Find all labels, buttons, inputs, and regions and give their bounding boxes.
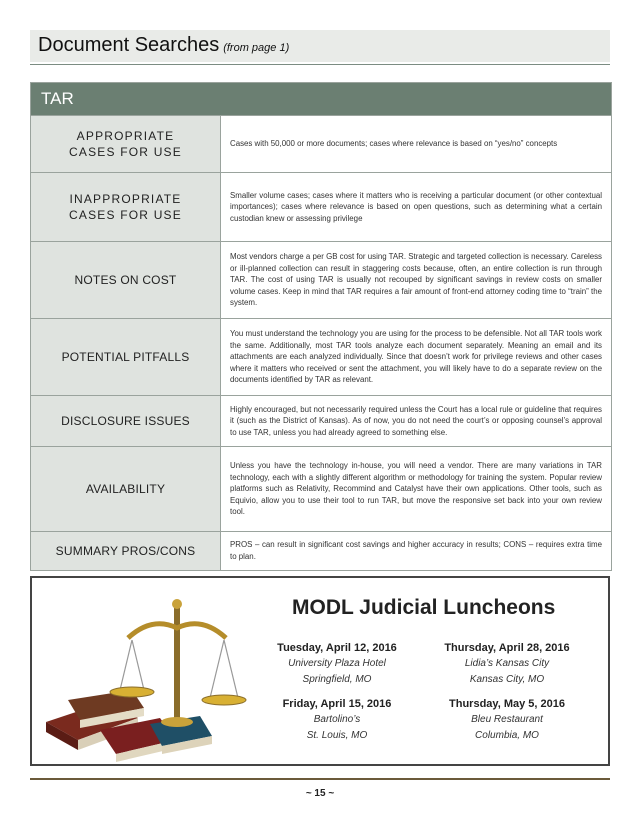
page-subtitle: (from page 1) bbox=[223, 42, 290, 54]
event-date: Friday, April 15, 2016 bbox=[282, 698, 392, 710]
row-label-inappropriate: INAPPROPRIATE CASES FOR USE bbox=[31, 173, 221, 241]
table-row bbox=[31, 446, 611, 531]
table-row bbox=[31, 172, 611, 241]
event-date: Thursday, May 5, 2016 bbox=[449, 698, 565, 710]
event-city: Springfield, MO bbox=[302, 674, 372, 685]
event-venue: Lidia’s Kansas City bbox=[464, 658, 550, 669]
table-title: TAR bbox=[31, 83, 611, 115]
event-venue: University Plaza Hotel bbox=[288, 658, 386, 669]
event-item bbox=[252, 696, 422, 744]
page-title: Document Searches (from page 1) bbox=[38, 34, 290, 56]
tar-table bbox=[30, 82, 612, 571]
event-item bbox=[252, 640, 422, 688]
event-venue: Bleu Restaurant bbox=[471, 714, 543, 725]
event-date: Tuesday, April 12, 2016 bbox=[277, 642, 397, 654]
row-label-appropriate: APPROPRIATE CASES FOR USE bbox=[31, 116, 221, 172]
page-number: ~ 15 ~ bbox=[305, 788, 335, 799]
table-row bbox=[31, 241, 611, 318]
event-city: Columbia, MO bbox=[475, 730, 539, 741]
event-item bbox=[422, 696, 592, 744]
event-venue: Bartolino’s bbox=[313, 714, 361, 725]
footer-divider bbox=[30, 778, 610, 780]
row-label-summary: SUMMARY PROS/CONS bbox=[31, 532, 221, 570]
page-header bbox=[30, 30, 610, 62]
event-date: Thursday, April 28, 2016 bbox=[444, 642, 570, 654]
table-row bbox=[31, 531, 611, 570]
row-text-appropriate: Cases with 50,000 or more documents; cases where relevance is based on “yes/no” concepts bbox=[230, 139, 558, 149]
row-text-availability: Unless you have the technology in-house, you will need a vendor. There are many variations in TAR technology, each with a slightly different algorithm or methodology for training the system. Popular review platforms such as Relativity, Recommind and Catalyst have their own applications. Other tools, such as Equivio, allow you to use their tool to run TAR, but move the responsive set back into your own review tool. bbox=[230, 461, 602, 517]
ad-title: MODL Judicial Luncheons bbox=[292, 596, 556, 619]
row-label-availability: AVAILABILITY bbox=[31, 447, 221, 531]
table-row bbox=[31, 318, 611, 395]
event-city: Kansas City, MO bbox=[469, 674, 545, 685]
row-text-disclosure: Highly encouraged, but not necessarily required unless the Court has a local rule or guideline that requires it (such as the District of Kansas). As of now, you do not need the court’s or opposing counsel’s approval to use TAR, unless you had already agreed to something else. bbox=[230, 404, 602, 437]
luncheon-ad bbox=[30, 576, 610, 766]
row-text-pitfalls: You must understand the technology you are using for the process to be defensible. Not all TAR tools work the same. Additionally, most TAR tools analyze each document separately. Meaning an email and its attachments are each analyzed individually. Since that doesn’t work for privilege reviews and other cases where it matters who received or sent the attachment, you will likely have to do a separate review on the documents identified by TAR as relevant. bbox=[230, 329, 602, 385]
row-label-pitfalls: POTENTIAL PITFALLS bbox=[31, 319, 221, 395]
event-item bbox=[422, 640, 592, 688]
table-row bbox=[31, 115, 611, 172]
row-text-summary: PROS – can result in significant cost savings and higher accuracy in results; CONS – requires extra time to plan. bbox=[230, 540, 602, 561]
table-row bbox=[31, 395, 611, 446]
books-illustration bbox=[46, 690, 212, 762]
row-label-disclosure: DISCLOSURE ISSUES bbox=[31, 396, 221, 446]
row-text-cost: Most vendors charge a per GB cost for using TAR. Strategic and targeted collection is necessary. Careless or ill-planned collection can result in staggering costs because, often, an entire collection is run through TAR. The cost of using TAR is usually not recouped by significant savings in review costs on smaller volume cases. Keep in mind that TAR requires a fair amount of front-end attorney coding time to “train” the system. bbox=[230, 252, 602, 308]
event-city: St. Louis, MO bbox=[306, 730, 368, 741]
row-text-inappropriate: Smaller volume cases; cases where it matters who is receiving a particular document (or other contextual importances); cases where relevance is based on open questions, such as determining what a certain custodian knew or assessing privilege bbox=[230, 190, 602, 223]
scales-of-justice-icon bbox=[40, 594, 280, 764]
header-divider bbox=[30, 64, 610, 65]
row-label-cost: NOTES ON COST bbox=[31, 242, 221, 318]
